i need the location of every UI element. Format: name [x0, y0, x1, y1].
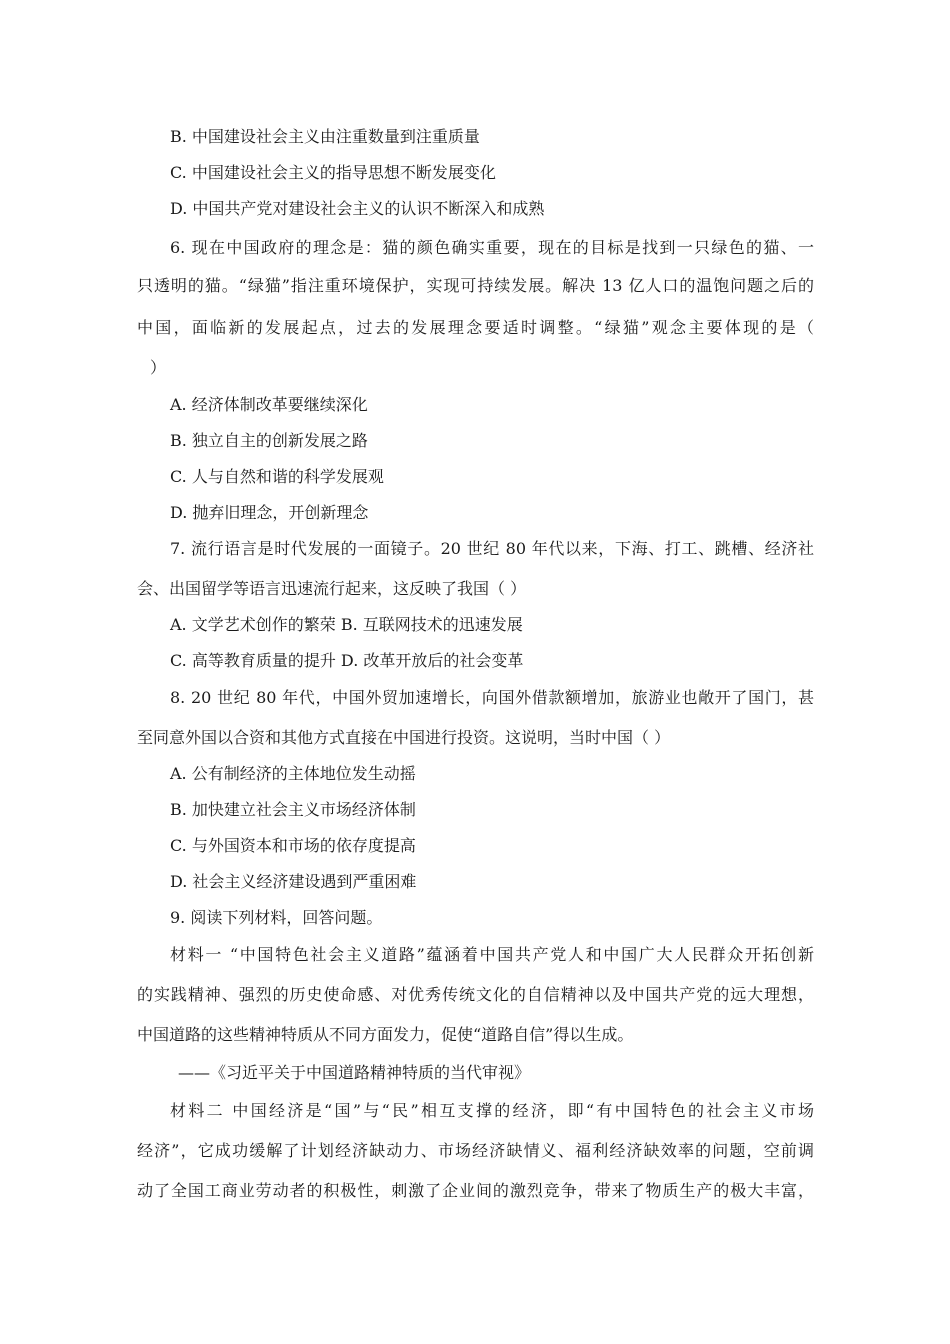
q9-material1-line-2: 的实践精神、强烈的历史使命感、对优秀传统文化的自信精神以及中国共产党的远大理想， [137, 985, 814, 1004]
q9-material2-line-2: 经济”，它成功缓解了计划经济缺动力、市场经济缺情义、福利经济缺效率的问题，空前调 [137, 1141, 814, 1160]
q8-option-b: B. 加快建立社会主义市场经济体制 [170, 800, 416, 819]
q6-option-a: A. 经济体制改革要继续深化 [170, 395, 368, 414]
q6-option-c: C. 人与自然和谐的科学发展观 [170, 467, 384, 486]
q7-options-row-1: A. 文学艺术创作的繁荣 B. 互联网技术的迅速发展 [170, 615, 523, 634]
q6-option-d: D. 抛弃旧理念，开创新理念 [170, 503, 369, 522]
q7-stem-line-2: 会、出国留学等语言迅速流行起来，这反映了我国（ ） [137, 579, 527, 598]
q6-option-b: B. 独立自主的创新发展之路 [170, 431, 368, 450]
q6-stem-line-1: 6. 现在中国政府的理念是：猫的颜色确实重要，现在的目标是找到一只绿色的猫、一 [170, 238, 814, 257]
q9-material1-line-3: 中国道路的这些精神特质从不同方面发力，促使“道路自信”得以生成。 [137, 1025, 634, 1044]
q8-option-a: A. 公有制经济的主体地位发生动摇 [170, 764, 416, 783]
q9-title: 9. 阅读下列材料，回答问题。 [170, 908, 383, 927]
q5-option-d: D. 中国共产党对建设社会主义的认识不断深入和成熟 [170, 199, 545, 218]
q5-option-b: B. 中国建设社会主义由注重数量到注重质量 [170, 127, 480, 146]
q7-options-row-2: C. 高等教育质量的提升 D. 改革开放后的社会变革 [170, 651, 524, 670]
q8-stem-line-2: 至同意外国以合资和其他方式直接在中国进行投资。这说明，当时中国（ ） [137, 728, 671, 747]
q9-material2-line-3: 动了全国工商业劳动者的积极性，刺激了企业间的激烈竞争，带来了物质生产的极大丰富， [137, 1181, 814, 1200]
q6-stem-line-4: ） [150, 358, 167, 377]
q8-option-c: C. 与外国资本和市场的依存度提高 [170, 836, 416, 855]
q8-stem-line-1: 8. 20 世纪 80 年代，中国外贸加速增长，向国外借款额增加，旅游业也敞开了国门，甚 [170, 688, 814, 707]
q9-material1-source: ——《习近平关于中国道路精神特质的当代审视》 [178, 1063, 531, 1082]
q5-option-c: C. 中国建设社会主义的指导思想不断发展变化 [170, 163, 496, 182]
q6-stem-line-2: 只透明的猫。“绿猫”指注重环境保护，实现可持续发展。解决 13 亿人口的温饱问题之后的 [137, 276, 814, 295]
q6-stem-line-3: 中国，面临新的发展起点，过去的发展理念要适时调整。“绿猫”观念主要体现的是（ [137, 318, 814, 337]
q9-material1-line-1: 材料一 “中国特色社会主义道路”蕴涵着中国共产党人和中国广大人民群众开拓创新 [170, 945, 814, 964]
q8-option-d: D. 社会主义经济建设遇到严重困难 [170, 872, 417, 891]
q9-material2-line-1: 材料二 中国经济是“国”与“民”相互支撑的经济，即“有中国特色的社会主义市场 [170, 1101, 814, 1120]
q7-stem-line-1: 7. 流行语言是时代发展的一面镜子。20 世纪 80 年代以来，下海、打工、跳槽、经济社 [170, 539, 814, 558]
